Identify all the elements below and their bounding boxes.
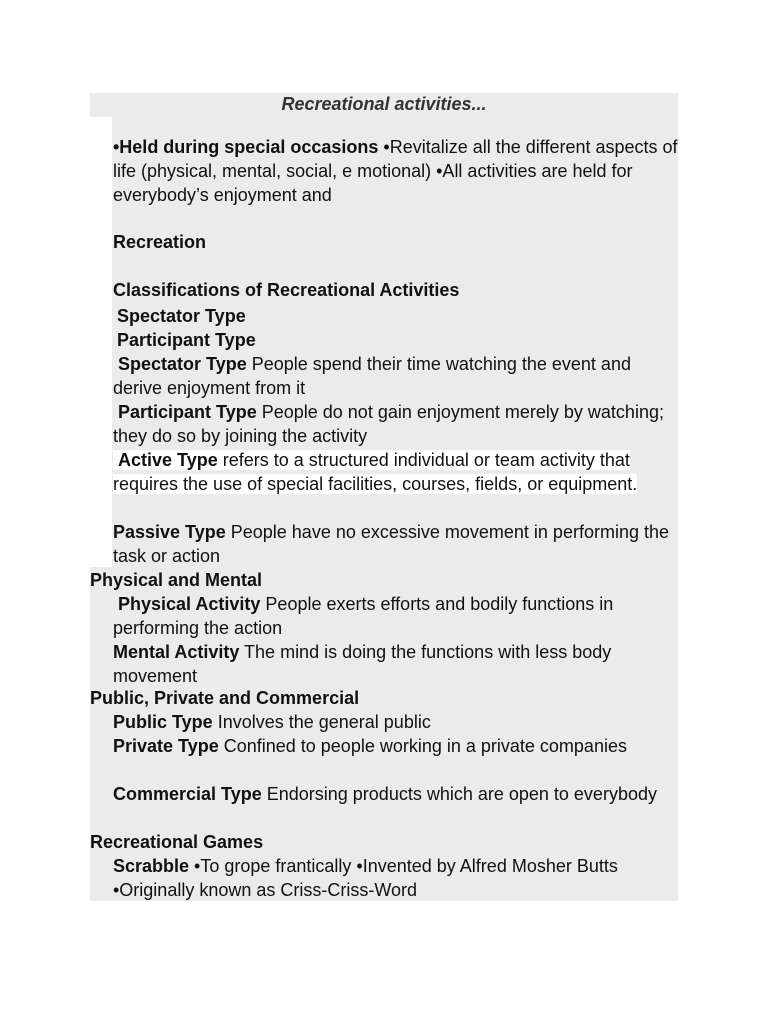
shaded-background	[90, 93, 678, 901]
definition-passive	[113, 520, 678, 568]
term: Private Type	[113, 736, 219, 756]
description: People do not gain enjoyment merely by watching; they do so by joining the activity	[113, 402, 664, 446]
description: People exerts efforts and bodily functions in performing the action	[113, 594, 614, 638]
term: Scrabble	[113, 856, 190, 876]
definition-commercial	[113, 782, 678, 806]
definition-active	[113, 448, 678, 496]
description: Endorsing products which are open to everybody	[261, 784, 657, 804]
definition-private	[113, 734, 678, 758]
description: refers to a structured individual or team activity that requires the use of special facilities, courses, fields, or equipment.	[113, 450, 638, 494]
term: Active Type	[118, 450, 218, 470]
bullet-item-spectator: Spectator Type	[117, 306, 246, 326]
definition-scrabble	[113, 854, 678, 902]
description: People spend their time watching the event and derive enjoyment from it	[113, 354, 631, 398]
physical-mental-heading: Physical and Mental	[90, 570, 263, 590]
term: Passive Type	[113, 522, 226, 542]
term: Commercial Type	[113, 784, 262, 804]
description: Involves the general public	[212, 712, 431, 732]
intro-bold: •Held during special occasions	[113, 137, 379, 157]
ppc-heading: Public, Private and Commercial	[90, 688, 360, 708]
definition-physical	[113, 592, 678, 640]
definition-public	[113, 710, 678, 734]
definition-participant	[113, 400, 678, 448]
intro-rest: •Revitalize all the different aspects of life (physical, mental, social, e motional) •All activities are held for everybody’s enjoyment and	[113, 137, 678, 205]
intro-paragraph	[113, 135, 678, 207]
bullet-item-participant: Participant Type	[117, 330, 256, 350]
recreation-heading: Recreation	[113, 232, 207, 252]
term: Public Type	[113, 712, 213, 732]
term: Spectator Type	[118, 354, 247, 374]
description: The mind is doing the functions with less body movement	[113, 642, 612, 686]
definition-spectator	[113, 352, 678, 400]
margin-notch	[90, 117, 112, 567]
description: Confined to people working in a private companies	[218, 736, 627, 756]
term: Physical Activity	[118, 594, 261, 614]
document-title: Recreational activities...	[281, 94, 487, 114]
description: •To grope frantically •Invented by Alfred Mosher Butts •Originally known as Criss-Criss-Word	[113, 856, 618, 900]
classifications-heading: Classifications of Recreational Activities	[113, 280, 460, 300]
description: People have no excessive movement in performing the task or action	[113, 522, 669, 566]
games-heading: Recreational Games	[90, 832, 264, 852]
term: Participant Type	[118, 402, 257, 422]
term: Mental Activity	[113, 642, 240, 662]
definition-mental	[113, 640, 678, 688]
